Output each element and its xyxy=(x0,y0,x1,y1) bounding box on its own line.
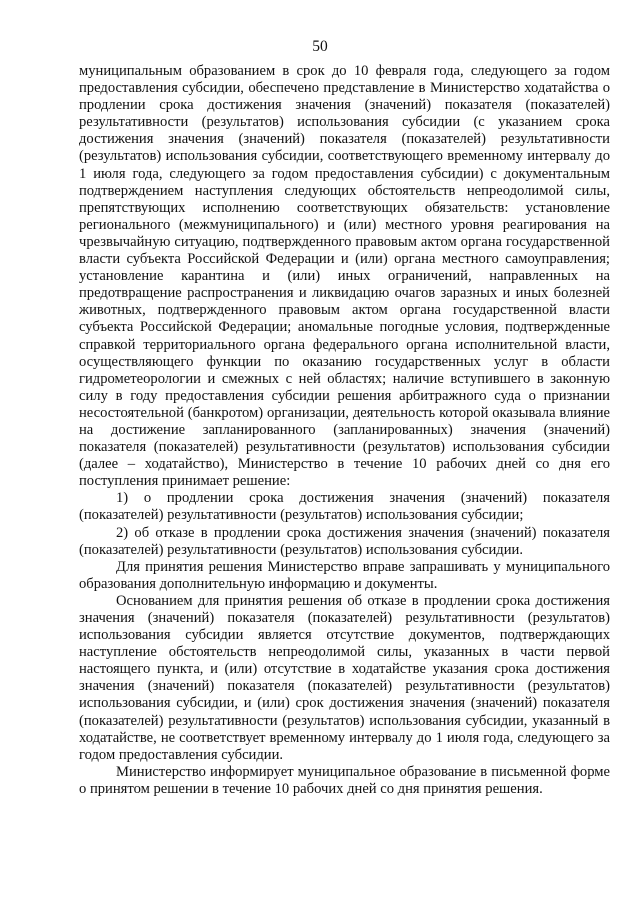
paragraph-option-2: 2) об отказе в продлении срока достижения значения (значений) показателя (показателей) результативности (результатов) использования субсидии. xyxy=(79,524,610,558)
document-body xyxy=(79,63,610,798)
page-number: 50 xyxy=(312,38,328,55)
paragraph-option-1: 1) о продлении срока достижения значения (значений) показателя (показателей) результативности (результатов) использования субсидии; xyxy=(79,490,610,524)
paragraph-request-info: Для принятия решения Министерство вправе запрашивать у муниципального образования дополнительную информацию и документы. xyxy=(79,558,610,592)
paragraph-notification: Министерство информирует муниципальное образование в письменной форме о принятом решении в течение 10 рабочих дней со дня принятия решения. xyxy=(79,763,610,797)
paragraph-continuation: муниципальным образованием в срок до 10 февраля года, следующего за годом предоставления субсидии, обеспечено представление в Министерство ходатайства о продлении срока достижения значения (значений) показателя (показателей) результативности (результатов) использования субсидии (с указанием срока достижения значения (значений) показателя (показателей) результативности (результатов) использования субсидии, соответствующего временному интервалу до 1 июля года, следующего за годом предоставления субсидии) с документальным подтверждением наступления следующих обстоятельств непреодолимой силы, препятствующих исполнению соответствующих обязательств: установление регионального (межмуниципального) и (или) местного уровня реагирования на чрезвычайную ситуацию, подтвержденного правовым актом органа государственной власти субъекта Российской Федерации и (или) органа местного самоуправления; установление карантина и (или) иных ограничений, направленных на предотвращение распространения и ликвидацию очагов заразных и иных болезней животных, подтвержденного правовым актом органа государственной власти субъекта Российской Федерации; аномальные погодные условия, подтвержденные справкой территориального органа федерального органа исполнительной власти, осуществляющего функции по оказанию государственных услуг в области гидрометеорологии и смежных с ней областях; наличие вступившего в законную силу в году предоставления субсидии решения арбитражного суда о признании несостоятельной (банкротом) организации, деятельность которой оказывала влияние на достижение запланированного (запланированных) значения (значений) показателя (показателей) результативности (результатов) использования субсидии (далее – ходатайство), Министерство в течение 10 рабочих дней со дня его поступления принимает решение: xyxy=(79,63,610,490)
paragraph-refusal-grounds: Основанием для принятия решения об отказе в продлении срока достижения значения (значений) показателя (показателей) результативности (результатов) использования субсидии является отсутствие документов, подтверждающих наступление обстоятельств непреодолимой силы, указанных в части первой настоящего пункта, и (или) отсутствие в ходатайстве указания срока достижения значения (значений) показателя (показателей) результативности (результатов) использования субсидии, и (или) срок достижения значения (значений) показателя (показателей) результативности (результатов) использования субсидии, указанный в ходатайстве, не соответствует временному интервалу до 1 июля года, следующего за годом предоставления субсидии. xyxy=(79,592,610,763)
